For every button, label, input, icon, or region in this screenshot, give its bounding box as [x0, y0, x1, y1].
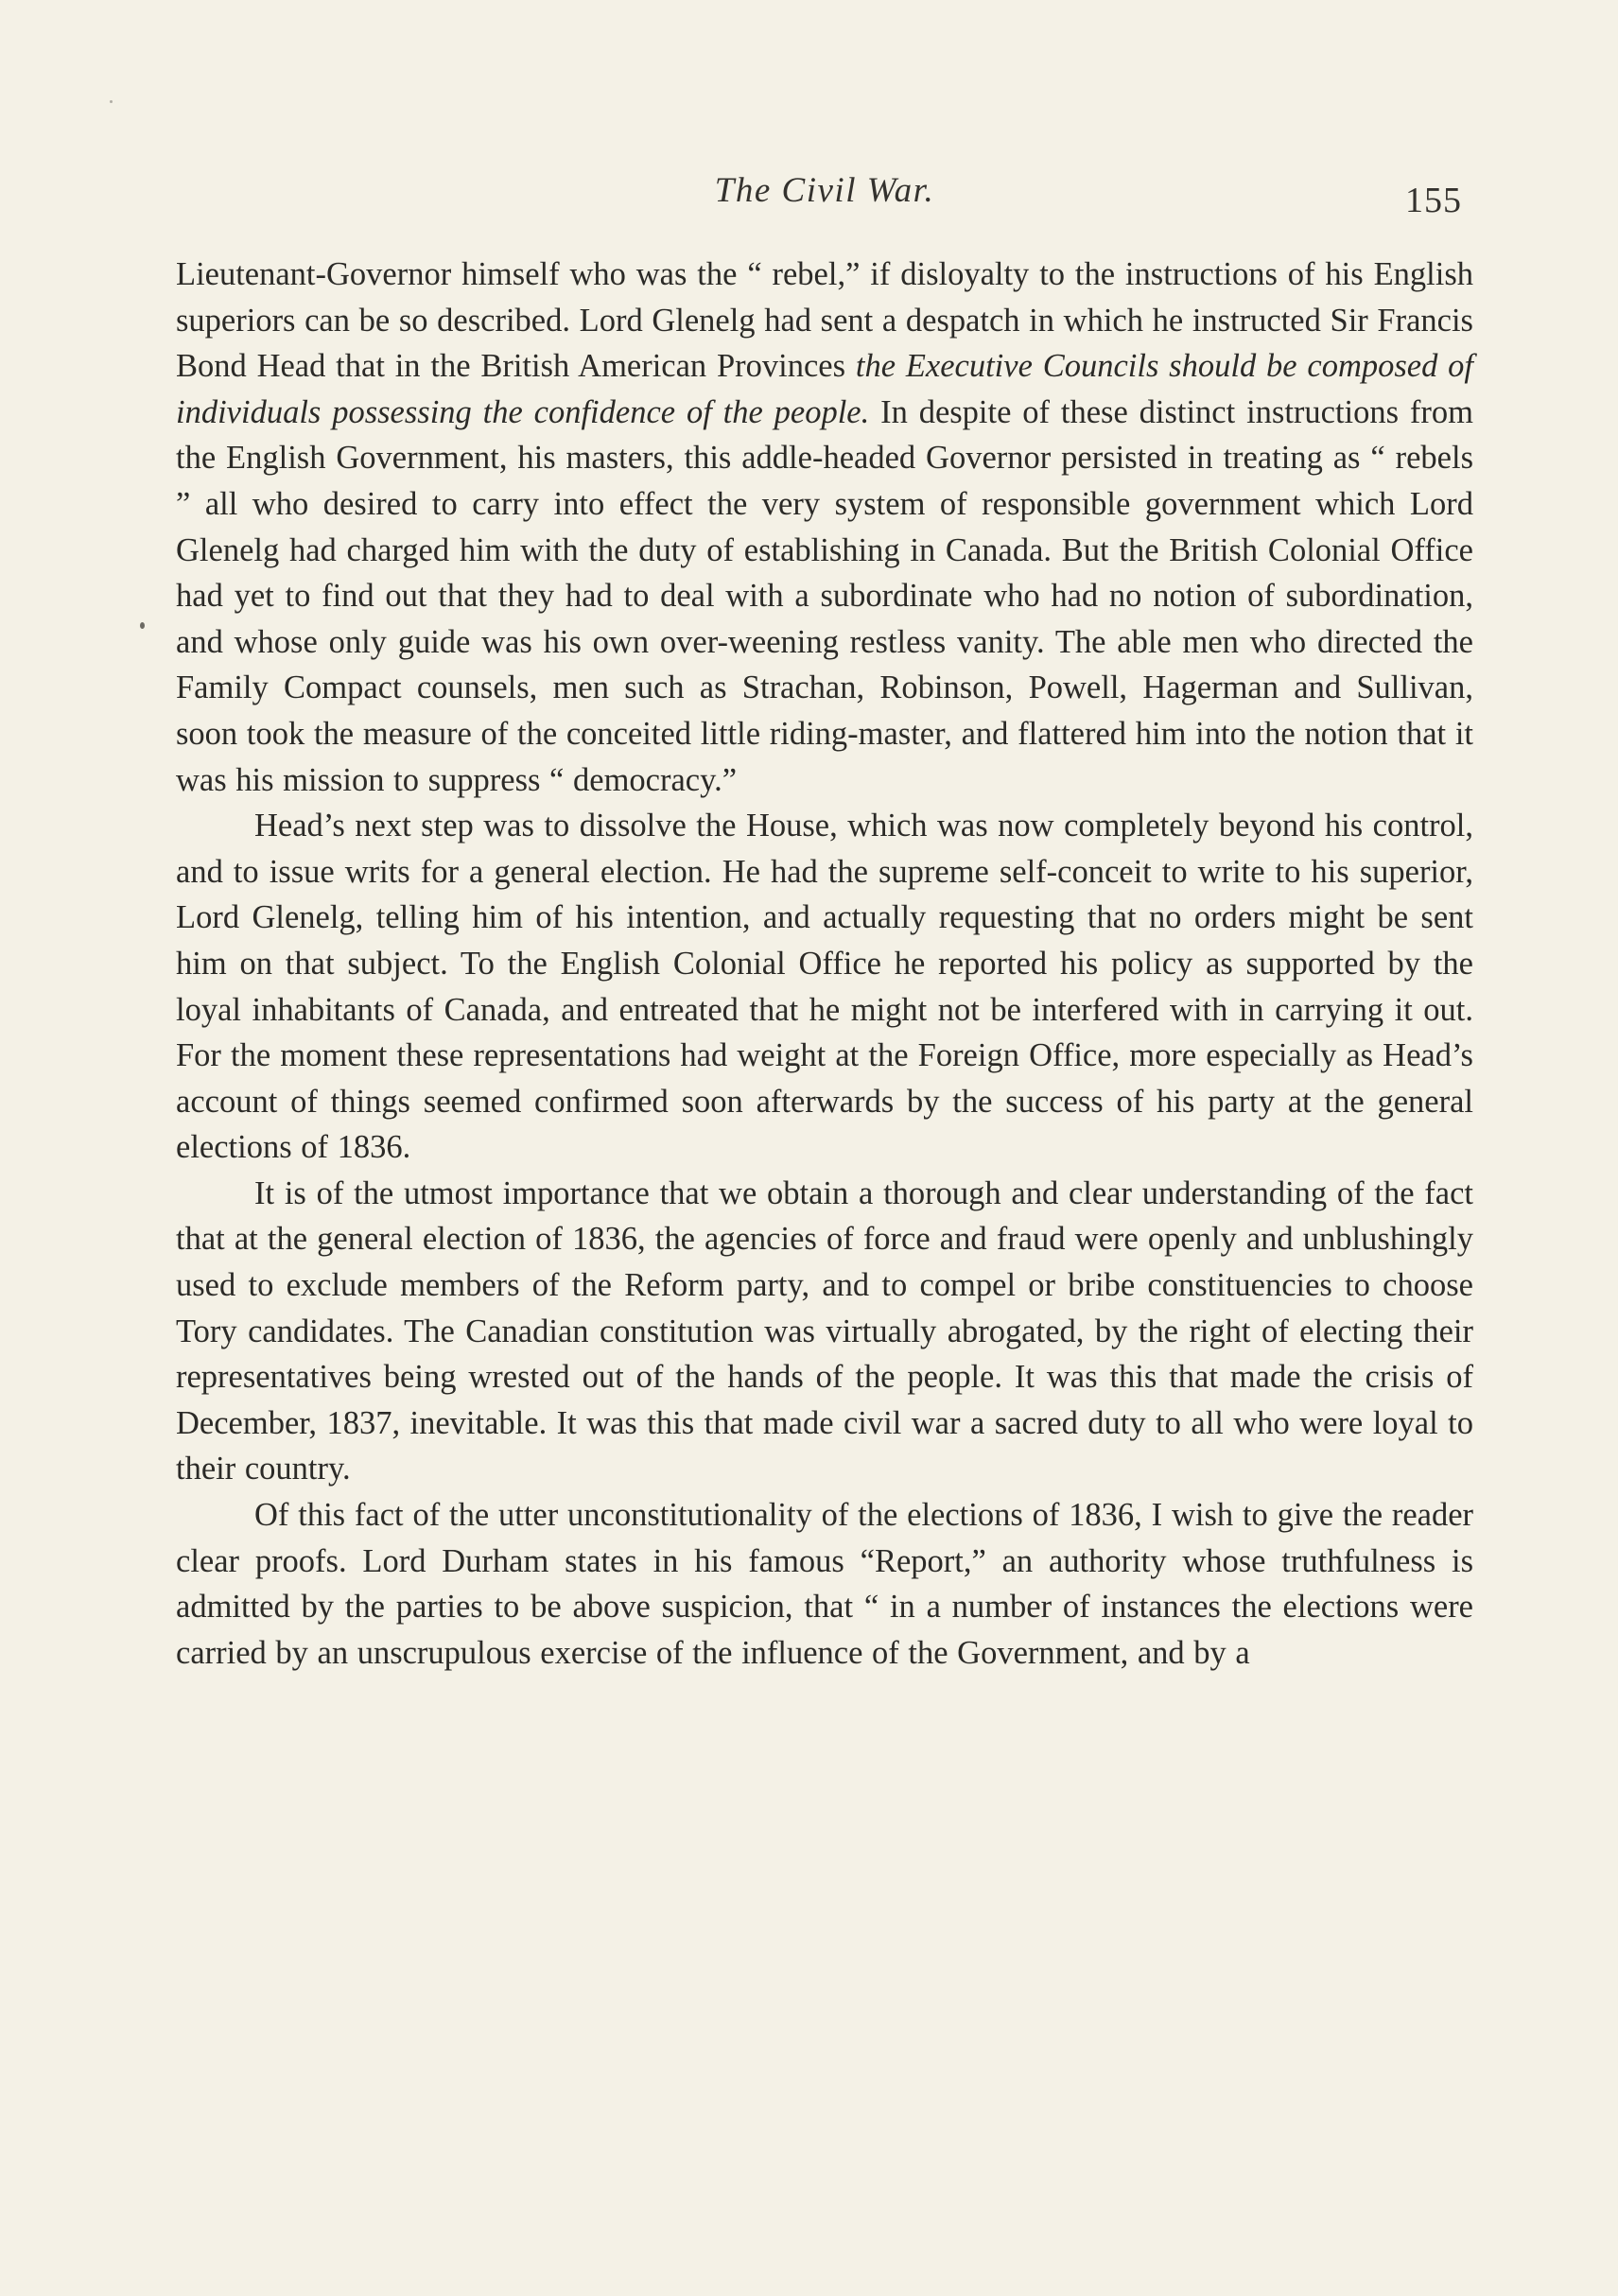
paragraph-2: Head’s next step was to dissolve the House, which was now completely beyond his control, and to issue writs for a general election. He had the supreme self-conceit to write to his superior, Lord Glenelg, telling him of his intention, and actually requesting that no orders might be sent him on that subject. To the English Colonial Office he reported his policy as supported by the loyal inhabitants of Canada, and entreated that he might not be interfered with in carrying it out. For the moment these representations had weight at the Foreign Office, more especially as Head’s account of things seemed confirmed soon afterwards by the success of his party at the general elections of 1836. [176, 808, 1473, 1166]
paragraph-1 [176, 252, 1473, 803]
paragraph-1-text-start: Lieutenant-Governor himself who was the “ rebel,” if disloyalty to the instructions of his English superiors can be so described. Lord Glenelg had sent a despatch in which he instructed Sir Francis Bond Head that in the British American Provinces [176, 256, 1473, 385]
paper-speck [140, 622, 145, 629]
paragraph-1-text-end: In despite of these distinct instructions from the English Government, his masters, this addle-headed Governor persisted in treating as “ rebels ” all who desired to carry into effect the very system of responsible government which Lord Glenelg had charged him with the duty of establishing in Canada. But the British Colonial Office had yet to find out that they had to deal with a subordinate who had no notion of subordination, and whose only guide was his own over-weening restless vanity. The able men who directed the Family Compact counsels, men such as Strachan, Robinson, Powell, Hagerman and Sullivan, soon took the measure of the conceited little riding-master, and flattered him into the notion that it was his mission to suppress “ democracy.” [176, 393, 1473, 798]
paragraph-4: Of this fact of the utter unconstitutionality of the elections of 1836, I wish to give the reader clear proofs. Lord Durham states in his famous “Report,” an authority whose truthfulness is admitted by the parties to be above suspicion, that “ in a number of instances the elections were carried by an unscrupulous exercise of the influence of the Government, and by a [176, 1497, 1473, 1671]
running-title: The Civil War. [714, 171, 935, 210]
paper-speck [110, 100, 113, 103]
body-text [176, 252, 1473, 1676]
paragraph-1-italic-quote: the Executive Councils should be composed of individuals possessing the confidence of the people. [176, 348, 1473, 430]
paragraph-3: It is of the utmost importance that we obtain a thorough and clear understanding of the fact that at the general election of 1836, the agencies of force and fraud were openly and unblushingly used to exclude members of the Reform party, and to compel or bribe constituencies to choose Tory candidates. The Canadian constitution was virtually abrogated, by the right of electing their representatives being wrested out of the hands of the people. It was this that made the crisis of December, 1837, inevitable. It was this that made civil war a sacred duty to all who were loyal to their country. [176, 1174, 1473, 1487]
running-head [176, 168, 1473, 225]
page-number: 155 [1405, 181, 1462, 220]
